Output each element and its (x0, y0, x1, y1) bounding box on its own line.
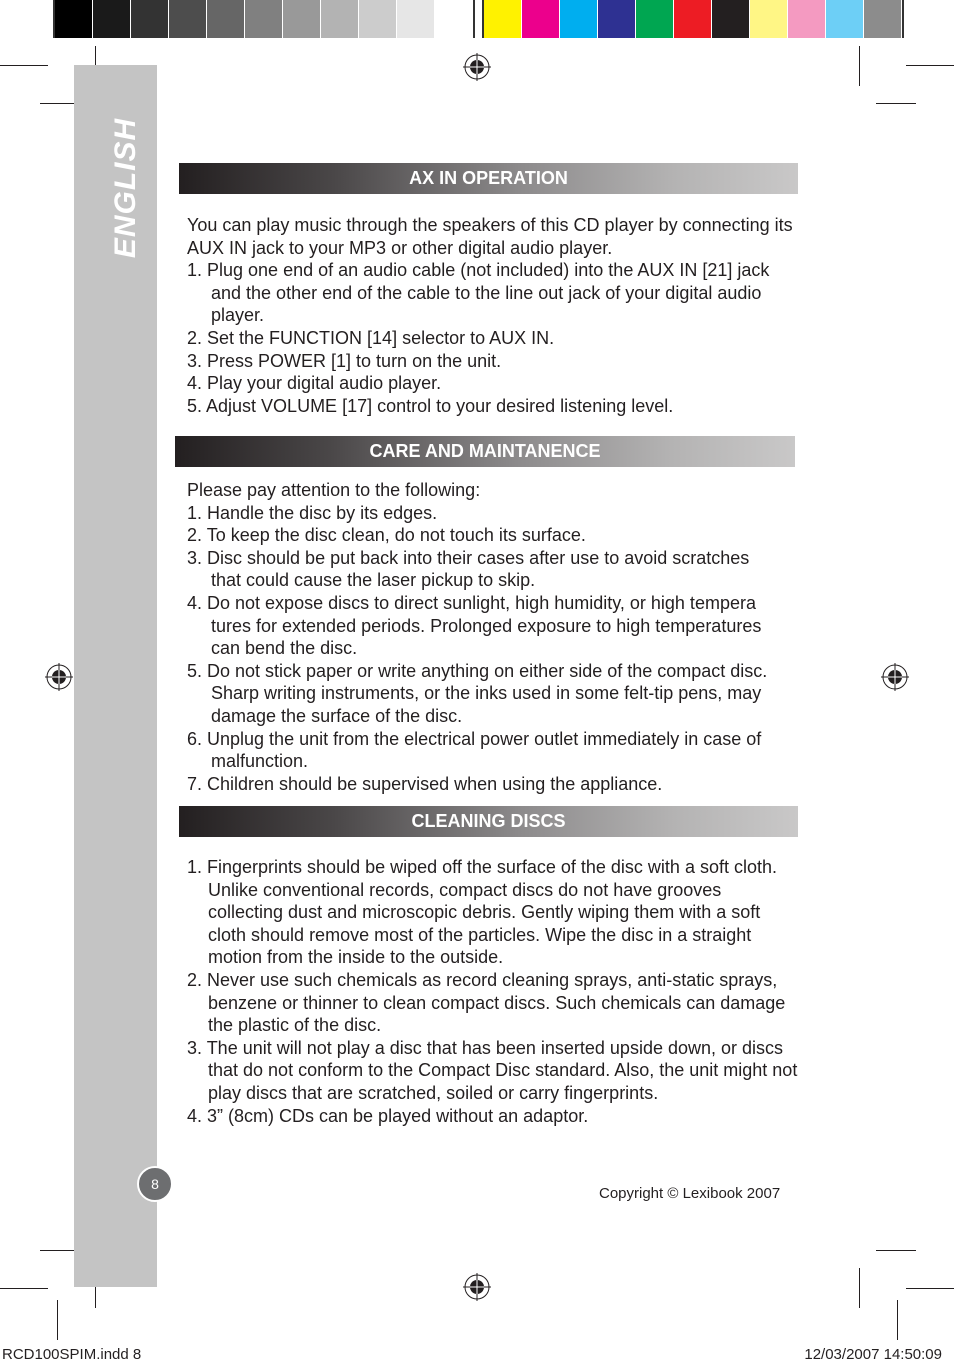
registration-mark-icon (881, 663, 909, 691)
list-item: 4. 3” (8cm) CDs can be played without an adaptor. (187, 1105, 589, 1126)
color-swatch (598, 0, 636, 38)
list-item: 6. Unplug the unit from the electrical power outlet immediately in case of malfunction. (187, 728, 762, 772)
section-body-care (187, 479, 777, 795)
color-swatch (522, 0, 560, 38)
grey-swatch (207, 0, 245, 38)
grey-swatch (435, 0, 473, 38)
print-slug-filename: RCD100SPIM.indd 8 (2, 1346, 142, 1363)
list-item: 5. Adjust VOLUME [17] control to your desired listening level. (187, 395, 674, 416)
color-swatch (560, 0, 598, 38)
grey-swatch (321, 0, 359, 38)
color-swatch (788, 0, 826, 38)
list-item: 4. Do not expose discs to direct sunlight, high humidity, or high tempera tures for extended periods. Prolonged exposure to high temperatures can bend the disc. (187, 592, 762, 659)
color-swatch (484, 0, 522, 38)
grey-swatch (55, 0, 93, 38)
crop-mark (897, 1300, 898, 1340)
page-number-badge (137, 1166, 173, 1202)
crop-mark (859, 46, 860, 86)
grey-swatch (245, 0, 283, 38)
color-swatch (826, 0, 864, 38)
section-intro: Please pay attention to the following: (187, 480, 481, 500)
color-swatch (674, 0, 712, 38)
list-item: 1. Plug one end of an audio cable (not included) into the AUX IN [21] jack and the other end of the cable to the line out jack of your digital audio player. (187, 260, 770, 326)
grey-swatch (131, 0, 169, 38)
section-intro: You can play music through the speakers of this CD player by connecting its AUX IN jack to your MP3 or other digital audio player. (187, 215, 793, 258)
section-title: CARE AND MAINTANENCE (369, 441, 601, 461)
crop-mark (876, 1250, 916, 1251)
list-item: 7. Children should be supervised when using the appliance. (187, 773, 663, 794)
list-item: 3. Press POWER [1] to turn on the unit. (187, 350, 502, 371)
page-number: 8 (151, 1176, 159, 1192)
color-swatch (864, 0, 902, 38)
color-swatch (750, 0, 788, 38)
section-body-cleaning (187, 856, 799, 1127)
grey-swatch (397, 0, 435, 38)
list-item: 2. To keep the disc clean, do not touch its surface. (187, 525, 586, 546)
crop-mark (40, 103, 78, 104)
crop-mark (906, 65, 954, 66)
crop-mark (876, 103, 916, 104)
list-item: 2. Set the FUNCTION [14] selector to AUX IN. (187, 327, 555, 348)
list-item: 1. Handle the disc by its edges. (187, 502, 438, 523)
crop-mark (0, 65, 48, 66)
list-item: 4. Play your digital audio player. (187, 373, 442, 394)
grey-swatch (359, 0, 397, 38)
section-header-aux (179, 163, 798, 194)
list-item: 3. The unit will not play a disc that has been inserted upside down, or discs that do not conform to the Compact Disc standard. Also, the unit might not play discs that are scratched, soiled or carry fingerprints. (187, 1037, 798, 1103)
color-swatch (636, 0, 674, 38)
grey-swatch (93, 0, 131, 38)
section-title: AX IN OPERATION (409, 168, 568, 188)
copyright-notice: Copyright © Lexibook 2007 (599, 1185, 781, 1202)
section-title: CLEANING DISCS (411, 811, 566, 831)
grey-swatch (283, 0, 321, 38)
crop-mark (859, 1268, 860, 1308)
language-label: ENGLISH (109, 117, 142, 259)
grey-swatch (169, 0, 207, 38)
color-swatch (712, 0, 750, 38)
list-item: 2. Never use such chemicals as record cleaning sprays, anti-static sprays, benzene or thinner to clean compact discs. Such chemicals can damage the plastic of the disc. (187, 969, 786, 1036)
list-item: 3. Disc should be put back into their cases after use to avoid scratches that could cause the laser pickup to skip. (187, 547, 750, 591)
crop-mark (906, 1288, 954, 1289)
registration-mark-icon (463, 53, 491, 81)
print-slug-timestamp: 12/03/2007 14:50:09 (804, 1346, 942, 1363)
registration-mark-icon (45, 663, 73, 691)
crop-mark (57, 1300, 58, 1340)
section-header-cleaning (179, 806, 798, 837)
list-item: 5. Do not stick paper or write anything on either side of the compact disc. Sharp writing instruments, or the inks used in some felt-tip pens, may damage the surface of the disc. (187, 660, 768, 726)
registration-mark-icon (463, 1273, 491, 1301)
list-item: 1. Fingerprints should be wiped off the surface of the disc with a soft cloth. Unlike conventional records, compact discs do not have grooves collecting dust and microscopic debris. Gently wiping them with a soft cloth should remove most of the particles. Wipe the disc in a straight motion from the inside to the outside. (187, 857, 777, 968)
crop-mark (0, 1288, 48, 1289)
crop-mark (40, 1250, 78, 1251)
section-header-care (175, 436, 795, 467)
section-body-aux (187, 214, 802, 417)
